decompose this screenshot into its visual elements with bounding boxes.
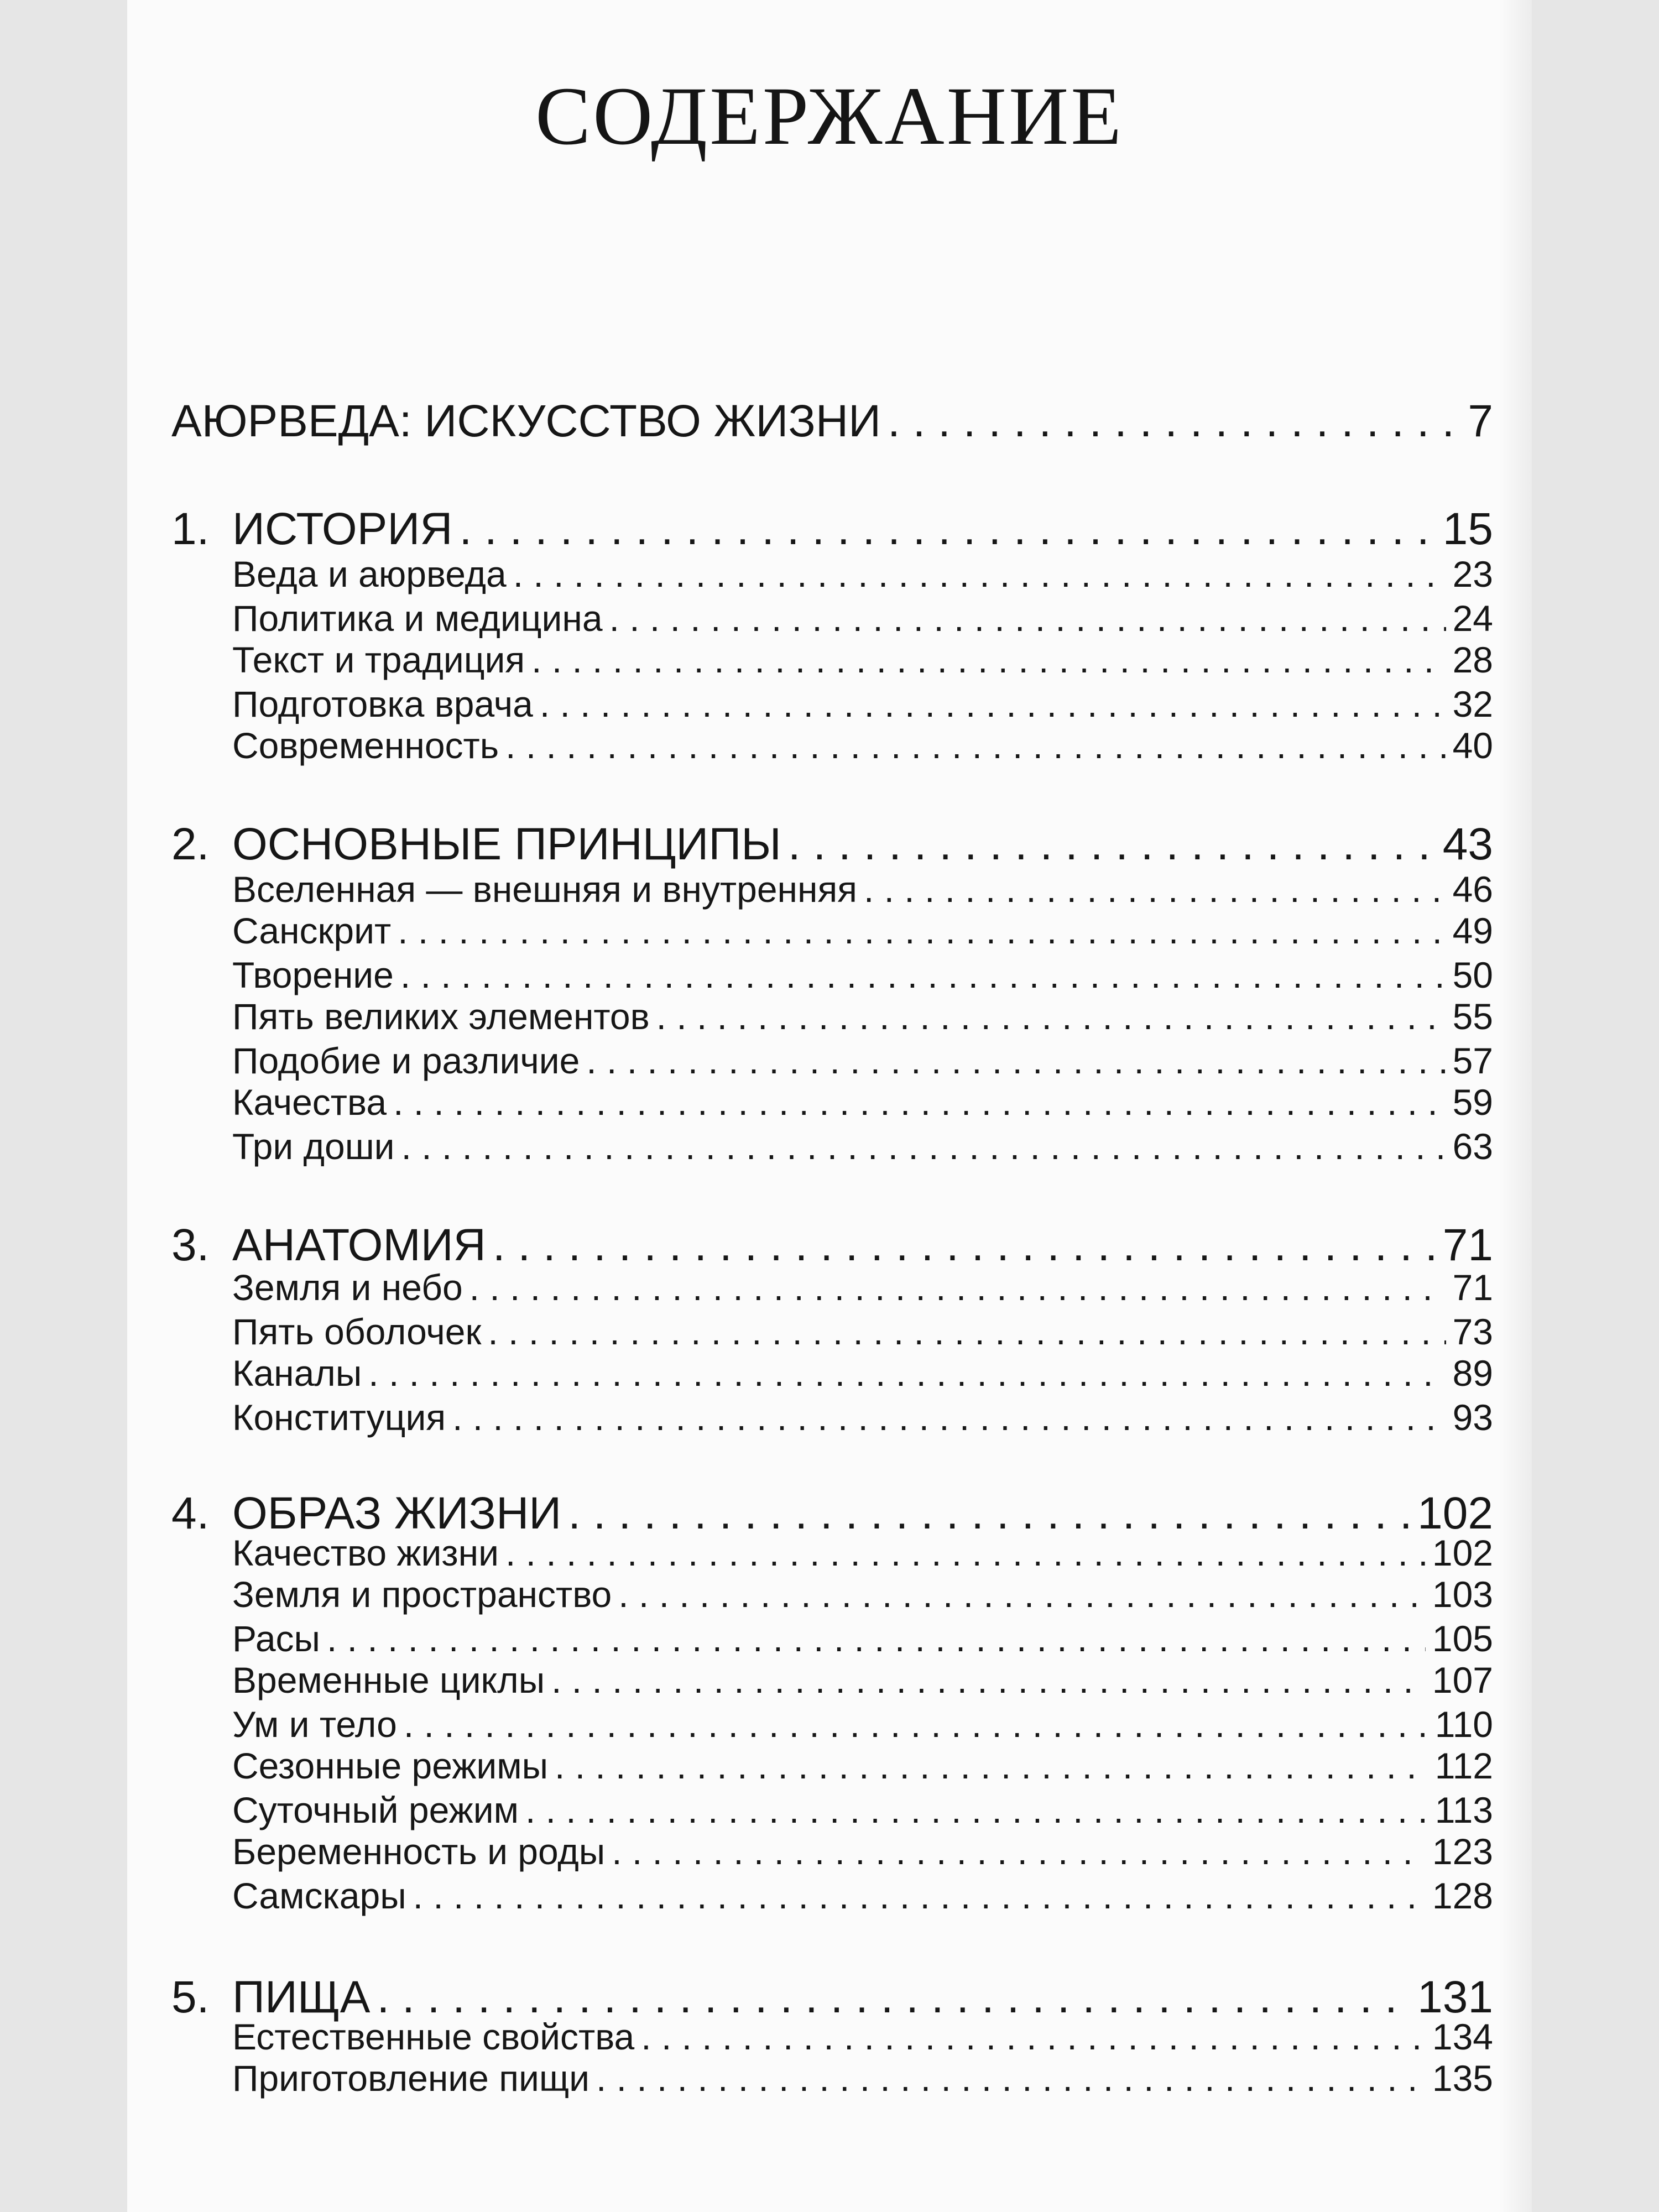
entry-title: Земля и пространство	[232, 1574, 612, 1615]
dot-leader	[513, 553, 1446, 595]
chapter-number: 4.	[171, 1488, 210, 1538]
page-number: 102	[1432, 1532, 1493, 1573]
chapter-number: 1.	[171, 504, 210, 554]
dot-leader	[525, 1789, 1428, 1831]
toc-chapter-entry	[171, 503, 1493, 559]
page-number: 93	[1452, 1397, 1493, 1438]
page-edge-shadow	[1499, 0, 1532, 2212]
dot-leader	[888, 395, 1461, 447]
entry-title: Три доши	[232, 1126, 395, 1167]
page-number: 102	[1417, 1488, 1493, 1538]
page-number: 15	[1442, 504, 1493, 554]
dot-leader	[452, 1396, 1446, 1438]
entry-title: Пять оболочек	[232, 1311, 482, 1352]
page-number: 73	[1452, 1311, 1493, 1352]
toc-subentry	[232, 1352, 1493, 1396]
toc-subentry	[232, 1311, 1493, 1355]
page-number: 23	[1452, 554, 1493, 594]
entry-title: Приготовление пищи	[232, 2058, 589, 2099]
toc-subentry	[232, 1266, 1493, 1311]
dot-leader	[413, 1875, 1426, 1917]
entry-title: Суточный режим	[232, 1790, 519, 1830]
toc-subentry	[232, 910, 1493, 954]
page-number: 49	[1452, 910, 1493, 951]
chapter-number: 3.	[171, 1220, 210, 1270]
dot-leader	[656, 995, 1446, 1037]
dot-leader	[540, 683, 1446, 725]
dot-leader	[609, 597, 1446, 639]
dot-leader	[493, 1219, 1436, 1271]
dot-leader	[586, 1040, 1446, 1082]
toc-subentry	[232, 724, 1493, 769]
dot-leader	[400, 954, 1446, 996]
page-number: 89	[1452, 1353, 1493, 1394]
page-number: 107	[1432, 1660, 1493, 1700]
entry-title: Ум и тело	[232, 1704, 397, 1745]
page-number: 59	[1452, 1082, 1493, 1123]
toc-subentry	[232, 1745, 1493, 1789]
dot-leader	[404, 1703, 1428, 1745]
page-number: 28	[1452, 639, 1493, 680]
entry-title: Политика и медицина	[232, 598, 603, 639]
entry-title: АЮРВЕДА: ИСКУССТВО ЖИЗНИ	[171, 396, 881, 446]
dot-leader	[864, 868, 1446, 910]
dot-leader	[327, 1618, 1426, 1660]
dot-leader	[368, 1352, 1446, 1394]
entry-title: Каналы	[232, 1353, 362, 1394]
toc-chapter-entry	[171, 818, 1493, 874]
dot-leader	[641, 2016, 1426, 2058]
toc-subentry	[232, 1532, 1493, 1576]
toc-subentry	[232, 683, 1493, 727]
entry-title: Естественные свойства	[232, 2016, 635, 2057]
page-number: 135	[1432, 2058, 1493, 2099]
page-number: 32	[1452, 684, 1493, 724]
page-number: 71	[1452, 1267, 1493, 1308]
page-number: 128	[1432, 1875, 1493, 1916]
chapter-number: 2.	[171, 819, 210, 869]
page-number: 55	[1452, 996, 1493, 1037]
toc-subentry	[232, 2057, 1493, 2101]
dot-leader	[505, 1532, 1426, 1574]
page-number: 71	[1442, 1220, 1493, 1270]
page-number: 131	[1417, 1972, 1493, 2022]
page-number: 105	[1432, 1618, 1493, 1659]
entry-title: Текст и традиция	[232, 639, 525, 680]
entry-title: Расы	[232, 1618, 320, 1659]
entry-title: Беременность и роды	[232, 1831, 606, 1872]
toc-subentry	[232, 1659, 1493, 1703]
dot-leader	[612, 1830, 1426, 1872]
toc-subentry	[232, 1618, 1493, 1662]
toc-subentry	[232, 1396, 1493, 1441]
dot-leader	[596, 2057, 1426, 2099]
page-number: 110	[1434, 1704, 1493, 1745]
entry-title: Вселенная — внешняя и внутренняя	[232, 869, 857, 910]
toc-subentry	[232, 597, 1493, 641]
chapter-number: 5.	[171, 1972, 210, 2022]
toc-subentry	[232, 2016, 1493, 2060]
page-number: 63	[1452, 1126, 1493, 1167]
dot-leader	[788, 818, 1436, 870]
dot-leader	[401, 1125, 1446, 1167]
entry-title: Творение	[232, 954, 394, 995]
dot-leader	[469, 1266, 1446, 1308]
entry-title: ОБРАЗ ЖИЗНИ	[232, 1488, 562, 1538]
entry-title: Веда и аюрведа	[232, 554, 507, 594]
page-number: 46	[1452, 869, 1493, 910]
toc-subentry	[232, 868, 1493, 912]
entry-title: Подготовка врача	[232, 684, 533, 724]
page-title: СОДЕРЖАНИЕ	[535, 70, 1124, 162]
page-number: 112	[1434, 1745, 1493, 1786]
toc-subentry	[232, 1081, 1493, 1125]
dot-leader	[459, 503, 1436, 555]
entry-title: Временные циклы	[232, 1660, 545, 1700]
toc-subentry	[232, 995, 1493, 1040]
dot-leader	[555, 1745, 1428, 1787]
dot-leader	[618, 1573, 1426, 1615]
page-number: 24	[1452, 598, 1493, 639]
entry-title: Подобие и различие	[232, 1040, 580, 1081]
entry-title: Санскрит	[232, 910, 392, 951]
toc-subentry	[232, 1125, 1493, 1170]
page-number: 50	[1452, 954, 1493, 995]
entry-title: Современность	[232, 725, 499, 766]
toc-subentry	[232, 553, 1493, 597]
toc-subentry	[232, 1040, 1493, 1084]
entry-title: ПИЩА	[232, 1972, 371, 2022]
entry-title: Конституция	[232, 1397, 446, 1438]
page-number: 43	[1442, 819, 1493, 869]
entry-title: Качества	[232, 1082, 387, 1123]
toc-subentry	[232, 954, 1493, 998]
toc-subentry	[232, 639, 1493, 683]
page-number: 113	[1434, 1790, 1493, 1830]
toc-subentry	[232, 1703, 1493, 1747]
entry-title: АНАТОМИЯ	[232, 1220, 486, 1270]
entry-title: Пять великих элементов	[232, 996, 650, 1037]
dot-leader	[505, 724, 1446, 766]
page-number: 134	[1432, 2016, 1493, 2057]
page-number: 123	[1432, 1831, 1493, 1872]
entry-title: ОСНОВНЫЕ ПРИНЦИПЫ	[232, 819, 781, 869]
toc-subentry	[232, 1573, 1493, 1618]
page-number: 40	[1452, 725, 1493, 766]
dot-leader	[393, 1081, 1446, 1123]
toc-subentry	[232, 1875, 1493, 1919]
dot-leader	[488, 1311, 1446, 1353]
toc-subentry	[232, 1830, 1493, 1875]
entry-title: ИСТОРИЯ	[232, 504, 453, 554]
entry-title: Сезонные режимы	[232, 1745, 549, 1786]
dot-leader	[551, 1659, 1426, 1701]
entry-title: Земля и небо	[232, 1267, 463, 1308]
toc-chapter-entry	[171, 395, 1493, 451]
page-number: 7	[1468, 396, 1493, 446]
page-number: 57	[1452, 1040, 1493, 1081]
entry-title: Качество жизни	[232, 1532, 499, 1573]
dot-leader	[531, 639, 1446, 681]
toc-subentry	[232, 1789, 1493, 1833]
entry-title: Самскары	[232, 1875, 406, 1916]
dot-leader	[398, 910, 1446, 952]
page-number: 103	[1432, 1574, 1493, 1615]
